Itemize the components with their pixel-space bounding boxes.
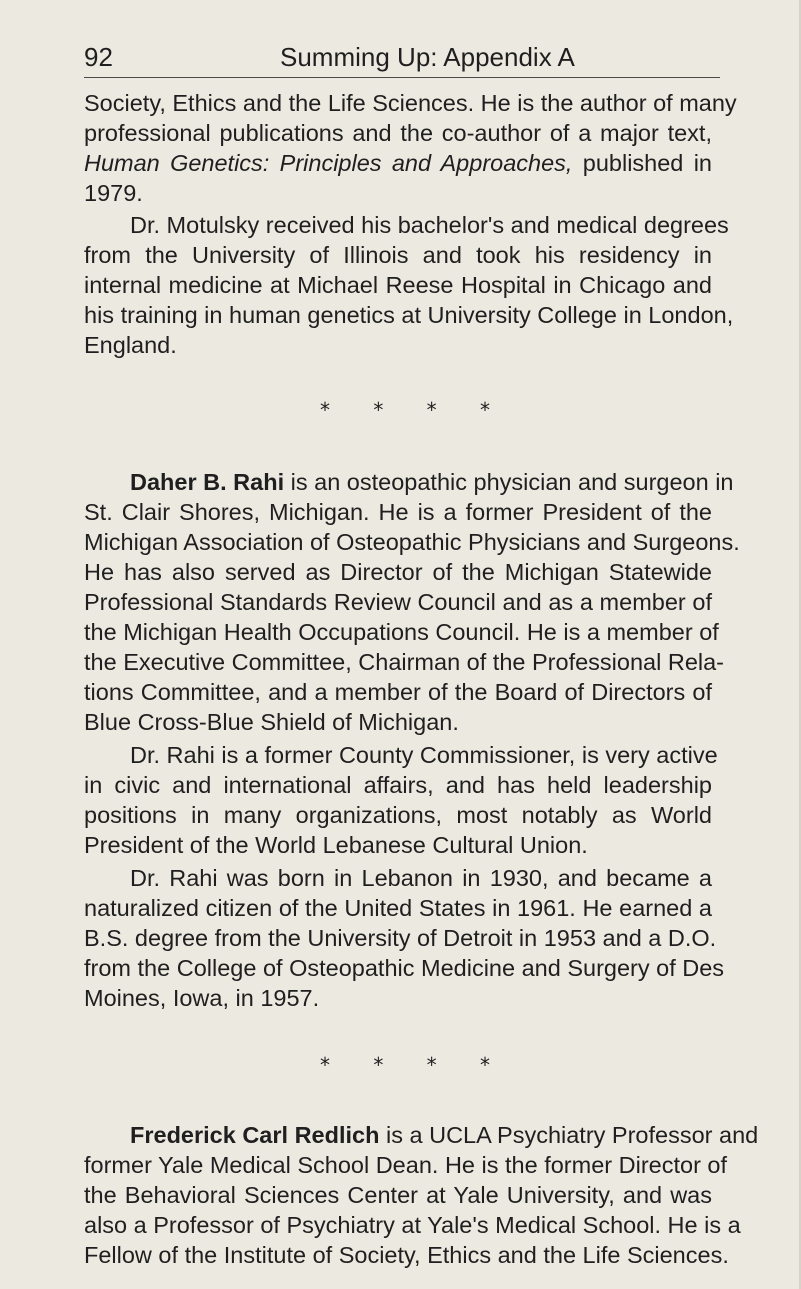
text-line: Professional Standards Review Council and as a member of — [84, 589, 712, 615]
text-line: Blue Cross-Blue Shield of Michigan. — [84, 709, 459, 735]
person-name: Daher B. Rahi — [130, 469, 285, 495]
header-rule — [84, 77, 720, 78]
text-line: Frederick Carl Redlich is a UCLA Psychiatry Professor and — [130, 1122, 759, 1148]
asterisk: * — [373, 1053, 384, 1077]
text-line: B.S. degree from the University of Detroit in 1953 and a D.O. — [84, 925, 717, 951]
text-line: the Behavioral Sciences Center at Yale University, and was — [84, 1182, 712, 1208]
text-line: tions Committee, and a member of the Board of Directors of — [84, 679, 712, 705]
text-line: positions in many organizations, most notably as World — [84, 802, 712, 828]
text-line: also a Professor of Psychiatry at Yale's Medical School. He is a — [84, 1212, 741, 1238]
text-line: Daher B. Rahi is an osteopathic physician and surgeon in — [130, 469, 734, 495]
text-line: Dr. Rahi is a former County Commissioner, is very active — [130, 742, 718, 768]
text-line: Society, Ethics and the Life Sciences. He is the author of many — [84, 90, 737, 116]
text-line: Dr. Motulsky received his bachelor's and medical degrees — [130, 212, 729, 238]
text-line: England. — [84, 332, 177, 358]
text-line: former Yale Medical School Dean. He is the former Director of — [84, 1152, 728, 1178]
text-line: professional publications and the co-author of a major text, — [84, 120, 712, 146]
asterisk: * — [320, 1053, 330, 1077]
asterisk: * — [479, 1053, 490, 1077]
asterisk: * — [426, 1053, 437, 1077]
section-separator — [320, 398, 490, 422]
asterisk: * — [426, 398, 437, 422]
text-line: Michigan Association of Osteopathic Physicians and Surgeons. — [84, 529, 740, 555]
text-line: President of the World Lebanese Cultural Union. — [84, 832, 588, 858]
text-line: Moines, Iowa, in 1957. — [84, 985, 320, 1011]
text-line: the Executive Committee, Chairman of the Professional Rela- — [84, 649, 725, 675]
text-line: from the University of Illinois and took his residency in — [84, 242, 712, 268]
asterisk: * — [320, 398, 330, 422]
running-title: Summing Up: Appendix A — [280, 42, 575, 72]
text-line: the Michigan Health Occupations Council. He is a member of — [84, 619, 719, 645]
text-line: from the College of Osteopathic Medicine and Surgery of Des — [84, 955, 725, 981]
text-line: in civic and international affairs, and has held leadership — [84, 772, 712, 798]
text-line: internal medicine at Michael Reese Hospital in Chicago and — [84, 272, 712, 298]
text-line: Dr. Rahi was born in Lebanon in 1930, and became a — [130, 865, 712, 891]
asterisk: * — [479, 398, 490, 422]
text-line: his training in human genetics at University College in London, — [84, 302, 734, 328]
running-header — [84, 42, 724, 82]
text-line: naturalized citizen of the United States in 1961. He earned a — [84, 895, 712, 921]
book-title: Human Genetics: Principles and Approaches, — [84, 150, 573, 176]
text-line: St. Clair Shores, Michigan. He is a former President of the — [84, 499, 712, 525]
text-line: 1979. — [84, 180, 143, 206]
page-number: 92 — [84, 42, 113, 72]
person-name: Frederick Carl Redlich — [130, 1122, 380, 1148]
text-line: He has also served as Director of the Michigan Statewide — [84, 559, 712, 585]
text-line: Human Genetics: Principles and Approaches, published in — [84, 150, 712, 176]
text-line: Fellow of the Institute of Society, Ethics and the Life Sciences. — [84, 1242, 729, 1268]
asterisk: * — [373, 398, 384, 422]
section-separator — [320, 1053, 490, 1077]
